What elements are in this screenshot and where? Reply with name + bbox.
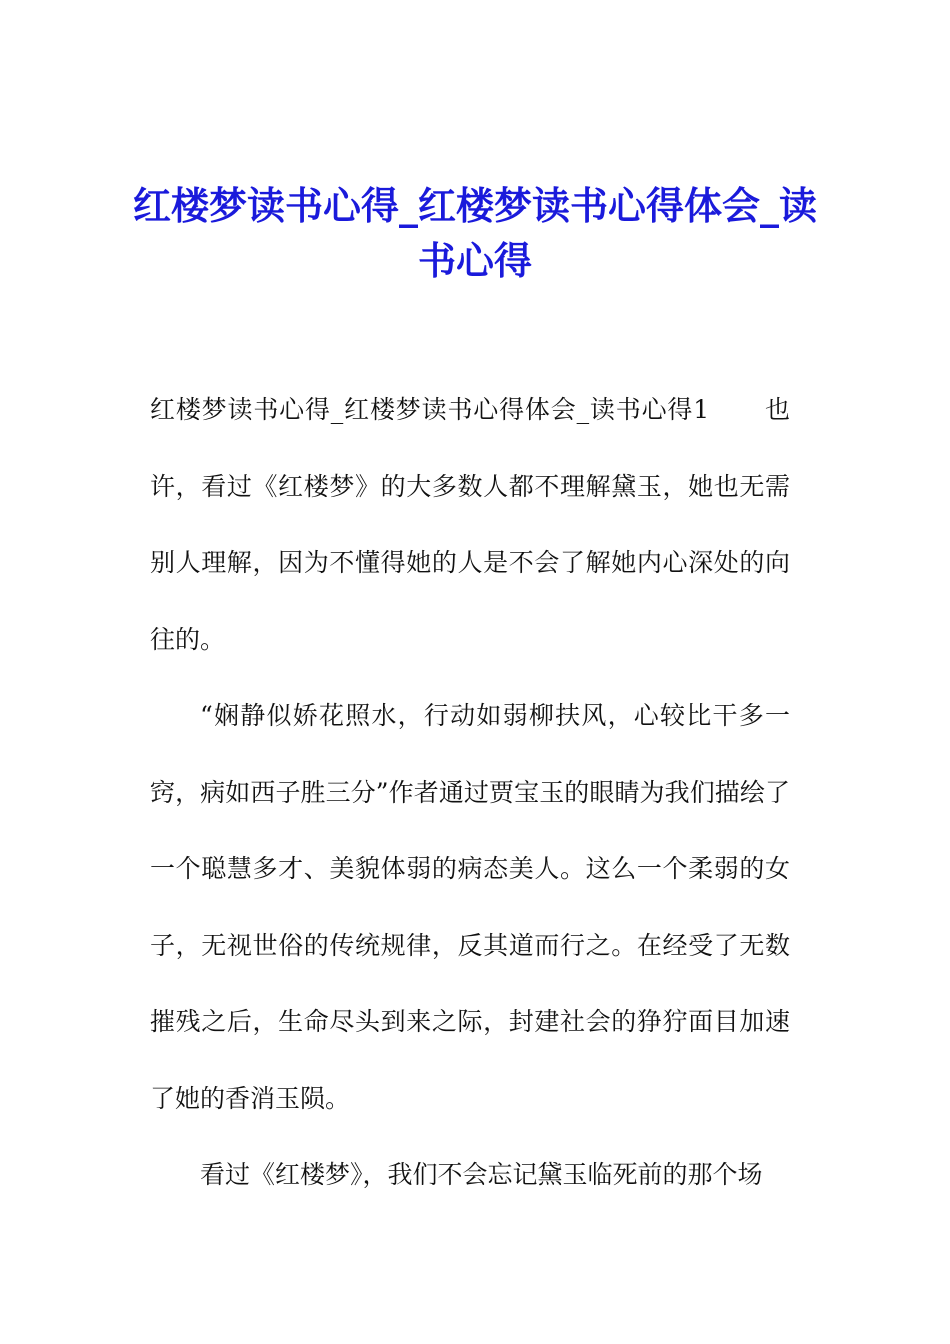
paragraph-3: 看过《红楼梦》，我们不会忘记黛玉临死前的那个场 (200, 1160, 763, 1189)
paragraph-1-lead: 红楼梦读书心得_红楼梦读书心得体会_读书心得1 (150, 395, 710, 424)
document-title: 红楼梦读书心得_红楼梦读书心得体会_读书心得 (132, 183, 817, 283)
document-body (150, 372, 790, 1214)
paragraph-1 (150, 372, 790, 678)
paragraph-2: “娴静似娇花照水，行动如弱柳扶风，心较比干多一窍，病如西子胜三分”作者通过贾宝玉的眼睛为我们描绘了一个聪慧多才、美貌体弱的病态美人。这么一个柔弱的女子，无视世俗的传统规律，反其道而行之。在经受了无数摧残之后，生命尽头到来之际，封建社会的狰狞面目加速了她的香消玉陨。 (150, 701, 790, 1113)
paragraph-1-text: 也许，看过《红楼梦》的大多数人都不理解黛玉，她也无需别人理解，因为不懂得她的人是不会了解她内心深处的向往的。 (150, 395, 790, 654)
